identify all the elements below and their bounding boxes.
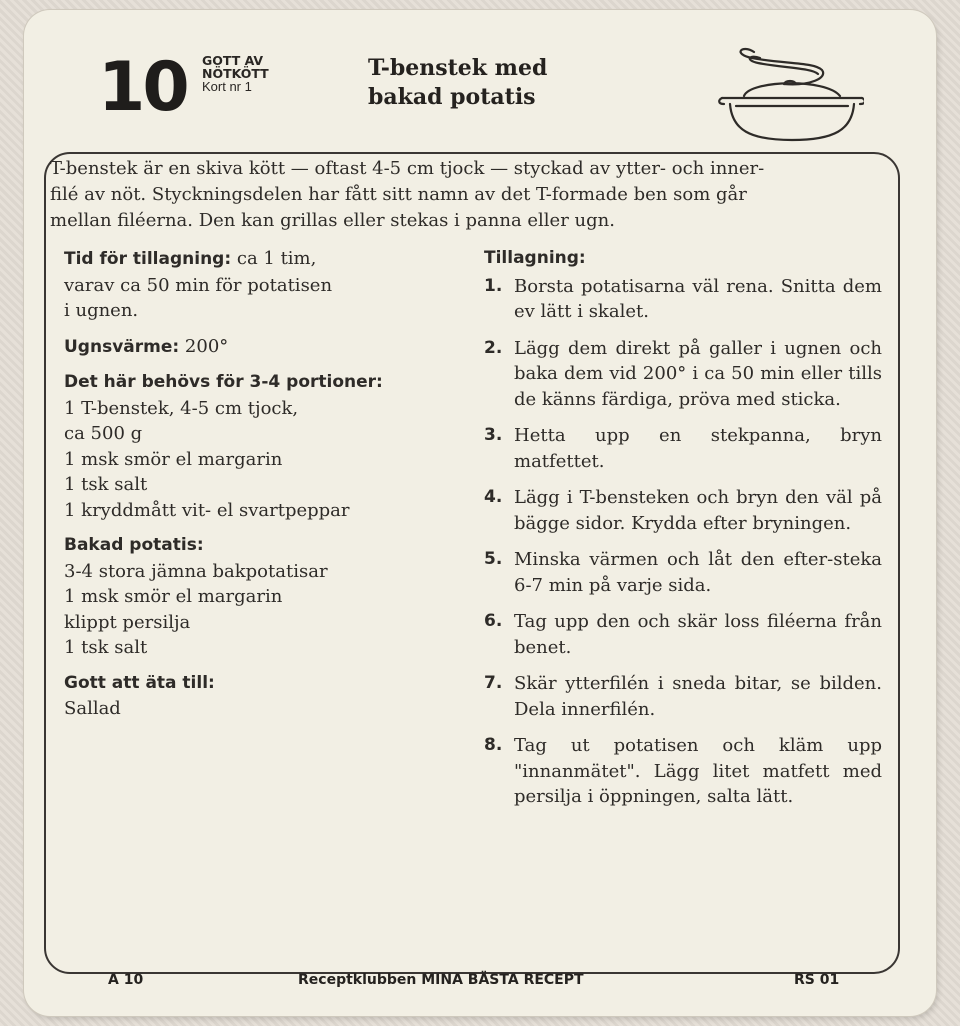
serve-with-section xyxy=(64,671,464,722)
step-text: Tag upp den och skär loss filéerna från benet. xyxy=(514,611,882,658)
category-label xyxy=(202,54,269,93)
step-number: 6. xyxy=(484,611,503,631)
intro-text xyxy=(50,156,870,234)
baked-potato-section xyxy=(64,533,464,661)
card-number: 10 xyxy=(98,48,187,127)
method-step xyxy=(484,336,882,413)
footer-code-left: A 10 xyxy=(108,972,144,988)
method-steps xyxy=(484,274,882,810)
ingredient-item: ca 500 g xyxy=(64,423,143,444)
cooking-time-line: varav ca 50 min för potatisen xyxy=(64,274,333,296)
step-number: 7. xyxy=(484,673,503,693)
oven-temp-label: Ugnsvärme: xyxy=(64,336,180,357)
oven-temp-section xyxy=(64,334,464,361)
step-number: 8. xyxy=(484,735,503,755)
baked-potato-label: Bakad potatis: xyxy=(64,535,204,555)
card-no: Kort nr 1 xyxy=(202,79,252,94)
ingredients-section xyxy=(64,370,464,523)
step-text: Lägg i T-bensteken och bryn den väl på bägge sidor. Krydda efter bryningen. xyxy=(514,487,882,534)
category-line-2: NÖTKÖTT xyxy=(202,66,269,81)
method-label: Tillagning: xyxy=(484,248,586,268)
cooking-time-label: Tid för tillagning: xyxy=(64,249,232,269)
cooking-time-value: ca 1 tim, xyxy=(231,248,317,269)
ingredient-item: 1 kryddmått vit- el svartpeppar xyxy=(64,499,350,521)
potato-item: 3-4 stora jämna bakpotatisar xyxy=(64,560,328,582)
method-step xyxy=(484,671,882,722)
method-column xyxy=(484,246,882,821)
method-step xyxy=(484,733,882,810)
ingredient-item: 1 msk smör el margarin xyxy=(64,448,283,470)
intro-line: T-benstek är en skiva kött — oftast 4-5 cm tjock — styckad av ytter- och inner- xyxy=(50,158,765,179)
intro-line: filé av nöt. Styckningsdelen har fått sitt namn av det T-formade ben som går xyxy=(50,184,747,205)
serve-with-value: Sallad xyxy=(64,698,121,719)
serve-with-label: Gott att äta till: xyxy=(64,672,215,693)
pot-with-steam-icon xyxy=(714,40,864,150)
step-text: Tag ut potatisen och kläm upp "innanmätet". Lägg litet matfett med persilja i öppningen, salta lätt. xyxy=(514,735,882,807)
step-number: 3. xyxy=(484,425,503,445)
step-text: Hetta upp en stekpanna, bryn matfettet. xyxy=(514,425,882,472)
step-text: Skär ytterfilén i sneda bitar, se bilden. Dela innerfilén. xyxy=(514,673,882,720)
cooking-time-section xyxy=(64,246,464,324)
method-step xyxy=(484,547,882,598)
step-number: 2. xyxy=(484,337,503,358)
step-text: Borsta potatisarna väl rena. Snitta dem ev lätt i skalet. xyxy=(514,275,882,322)
footer-code-right: RS 01 xyxy=(794,972,840,988)
ingredient-item: 1 T-benstek, 4-5 cm tjock, xyxy=(64,397,299,419)
footer-club-name: Receptklubben MINA BÄSTA RECEPT xyxy=(298,972,584,988)
potato-item: klippt persilja xyxy=(64,611,191,633)
category-line-1: GOTT AV xyxy=(202,53,264,68)
potato-item: 1 tsk salt xyxy=(64,637,148,658)
step-number: 4. xyxy=(484,487,503,507)
step-text: Minska värmen och låt den efter-steka 6-7 min på varje sida. xyxy=(514,549,882,596)
potato-item: 1 msk smör el margarin xyxy=(64,586,283,607)
ingredient-item: 1 tsk salt xyxy=(64,474,148,495)
recipe-title xyxy=(368,54,547,112)
step-text: Lägg dem direkt på galler i ugnen och baka dem vid 200° i ca 50 min eller tills de känns färdiga, pröva med sticka. xyxy=(514,337,882,410)
intro-line: mellan filéerna. Den kan grillas eller stekas i panna eller ugn. xyxy=(50,210,615,231)
cooking-time-line: i ugnen. xyxy=(64,300,139,321)
oven-temp-value: 200° xyxy=(179,335,229,357)
method-step xyxy=(484,485,882,536)
method-step xyxy=(484,274,882,325)
ingredients-column xyxy=(64,246,464,732)
step-number: 5. xyxy=(484,549,503,569)
method-step xyxy=(484,609,882,660)
ingredients-label: Det här behövs för 3-4 portioner: xyxy=(64,372,383,392)
method-step xyxy=(484,423,882,474)
title-line-1: T-benstek med xyxy=(368,55,548,81)
title-line-2: bakad potatis xyxy=(368,84,536,110)
step-number: 1. xyxy=(484,275,503,296)
